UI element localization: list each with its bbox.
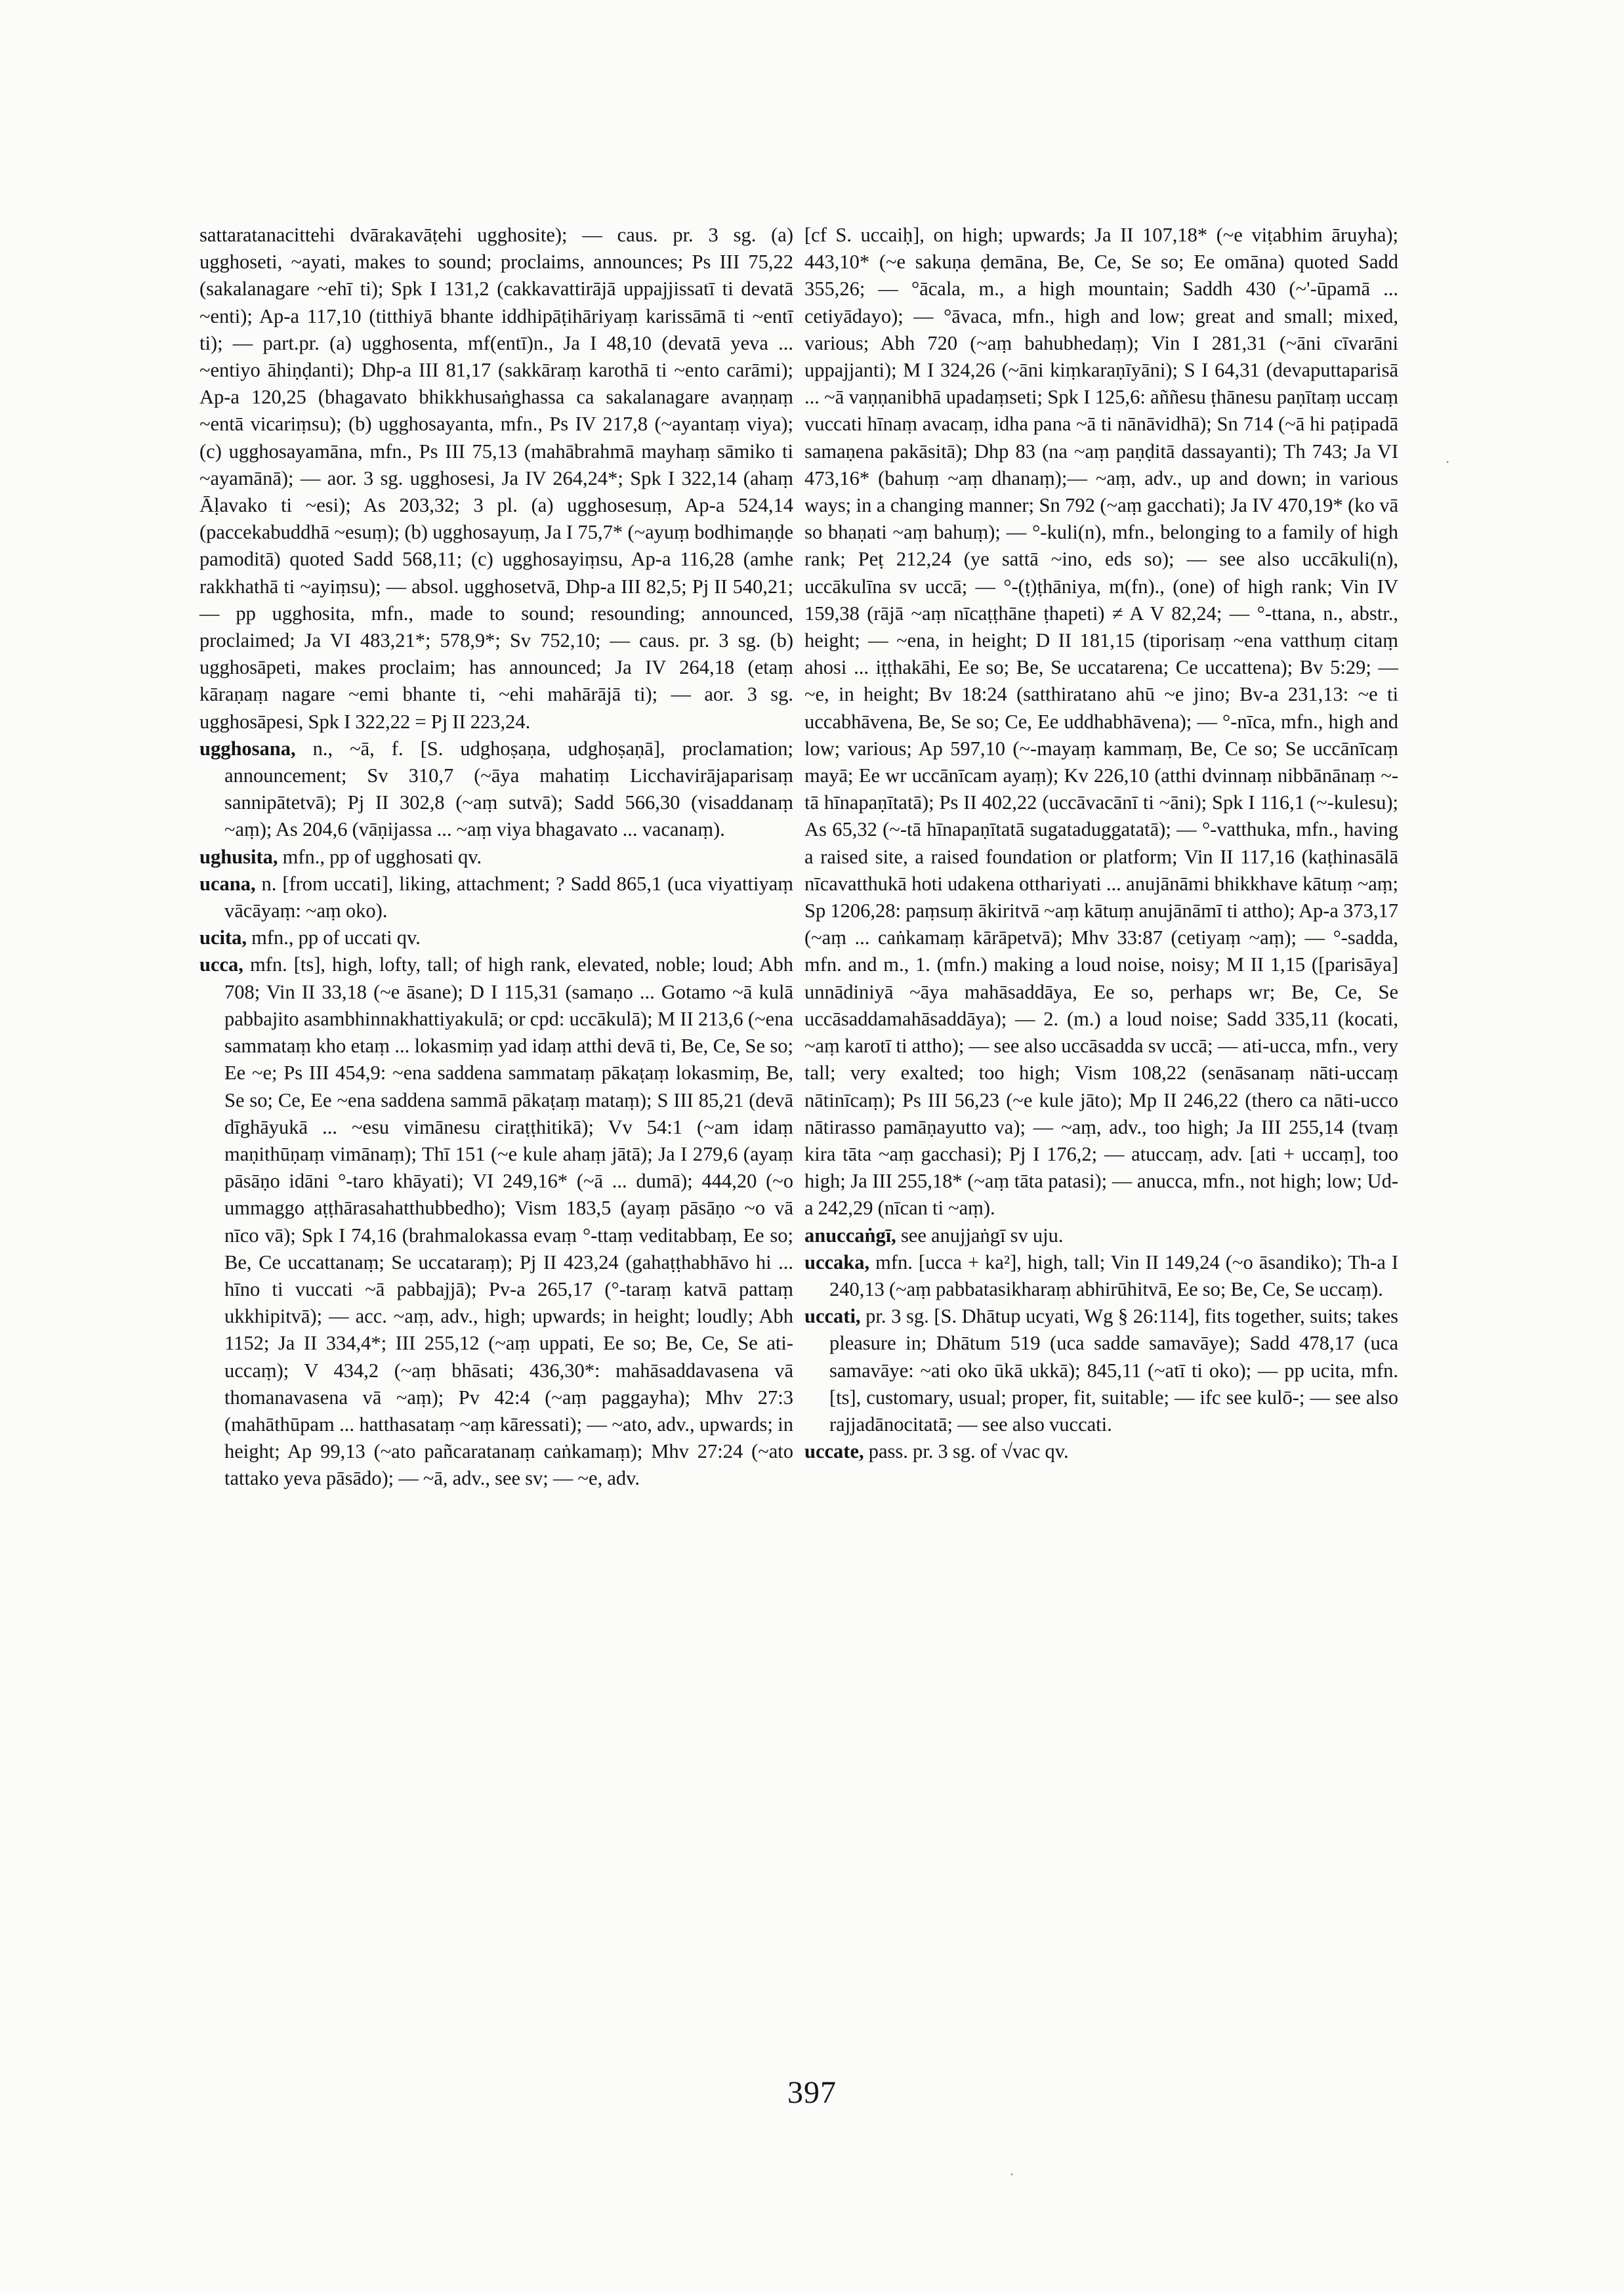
dictionary-entry-anuccangi [804,1222,1398,1249]
dictionary-entry-ugghosana [199,735,793,844]
entry-text: pr. 3 sg. [S. Dhātup ucyati, Wg § 26:114], fits together, suits; takes pleasure in; Dhātum 519 (uca sadde samavāye); Sadd 478,17 (uca samavāye: ~ati oko ūkā ukkā); 845,11 (~atī ti oko); — pp ucita, mfn. [ts], customary, usual; proper, fit, suitable; — ifc see kulō-; — see also rajjadānocitatā; — see also vuccati. [829,1305,1398,1436]
margin-mark: · [1445,454,1450,471]
entry-headword: ucana, [199,872,256,895]
entry-headword: anuccaṅgī, [804,1224,896,1247]
entry-text: mfn. [ts], high, lofty, tall; of high rank, elevated, noble; loud; Abh 708; Vin II 33,18 (~e āsane); D I 115,31 (samaṇo ... Gotamo ~ā kulā pabbajito asambhinnakhattiyakulā; or cpd: uccākulā); M II 213,6 (~ena sammataṃ kho etaṃ ... lokasmiṃ yad idaṃ atthi devā ti, Be, Ce, Se so; Ee ~e; Ps III 454,9: ~ena saddena sammataṃ pākaṭaṃ lokasmiṃ, Be, Se so; Ce, Ee ~ena saddena sammā pākaṭaṃ mataṃ); S III 85,21 (devā dīghāyukā ... ~esu vimānesu ciraṭṭhitikā); Vv 54:1 (~am idaṃ maṇithūṇaṃ vimānaṃ); Thī 151 (~e kule ahaṃ jātā); Ja I 279,6 (ayaṃ pāsāṇo idāni °-taro khāyati); VI 249,16* (~ā ... dumā); 444,20 (~o ummaggo aṭṭhārasahatthubbedho); Vism 183,5 (ayaṃ pāsāṇo ~o vā nīco vā); Spk I 74,16 (brahmalokassa evaṃ °-ttaṃ veditabbaṃ, Ee so; Be, Ce uccattanaṃ; Se uccataraṃ); Pj II 423,24 (gahaṭṭhabhāvo hi ... hīno ti vuccati ~ā pabbajjā); Pv-a 265,17 (°-taraṃ katvā pattaṃ ukkhipitvā); — acc. ~aṃ, adv., high; upwards; in height; loudly; Abh 1152; Ja II 334,4*; III 255,12 (~aṃ uppati, Ee so; Be, Ce, Se ati-uccaṃ); V 434,2 (~aṃ bhāsati; 436,30*: mahāsaddavasena vā thomanavasena vā ~aṃ); Pv 42:4 (~aṃ paggayha); Mhv 27:3 (mahāthūpam ... hatthasataṃ ~aṃ kāressati); — ~ato, adv., upwards; in height; Ap 99,13 (~ato pañcaratanaṃ caṅkamaṃ); Mhv 27:24 (~ato tattako yeva pāsādo); — ~ā, adv., see sv; — ~e, adv. [224,953,793,1490]
dictionary-entry-ucana [199,871,793,924]
entry-text: mfn., pp of ugghosati qv. [282,845,482,868]
dictionary-entry [804,222,1398,1222]
dictionary-entry-uccaka [804,1249,1398,1303]
entry-headword: ucca, [199,953,243,976]
right-column [804,222,1398,1465]
entry-text: mfn. [ucca + ka²], high, tall; Vin II 149,24 (~o āsandiko); Th-a I 240,13 (~aṃ pabbatasikharaṃ abhirūhitvā, Ee so; Be, Ce, Se uccaṃ). [829,1251,1398,1300]
entry-text: [cf S. uccaiḥ], on high; upwards; Ja II 107,18* (~e viṭabhim āruyha); 443,10* (~e sakuṇa ḍemāna, Be, Ce, Se so; Ee omāna) quoted Sadd 355,26; — °ācala, m., a high mountain; Saddh 430 (~'-ūpamā ... cetiyādayo); — °āvaca, mfn., high and low; great and small; mixed, various; Abh 720 (~aṃ bahubhedaṃ); Vin I 281,31 (~āni cīvarāni uppajjanti); M I 324,26 (~āni kiṃkaraṇīyāni); S I 64,31 (devaputtaparisā ... ~ā vaṇṇanibhā upadaṃseti; Spk I 125,6: aññesu ṭhānesu paṇītaṃ uccaṃ vuccati hīnaṃ avacaṃ, idha pana ~ā ti nānāvidhā); Sn 714 (~ā hi paṭipadā samaṇena pakāsitā); Dhp 83 (na ~aṃ paṇḍitā dassayanti); Th 743; Ja VI 473,16* (bahuṃ ~aṃ dhanaṃ);— ~aṃ, adv., up and down; in various ways; in a changing manner; Sn 792 (~aṃ gacchati); Ja IV 470,19* (ko vā so bhaṇati ~aṃ bahuṃ); — °-kuli(n), mfn., belonging to a family of high rank; Peṭ 212,24 (ye sattā ~ino, eds so); — see also uccākuli(n), uccākulīna sv uccā; — °-(ṭ)ṭhāniya, m(fn)., (one) of high rank; Vin IV 159,38 (rājā ~aṃ nīcaṭṭhāne ṭhapeti) ≠ A V 82,24; — °-ttana, n., abstr., height; — ~ena, in height; D II 181,15 (tiporisaṃ ~ena vatthuṃ citaṃ ahosi ... iṭṭhakāhi, Ee so; Be, Se uccatarena; Ce uccattena); Bv 5:29; — ~e, in height; Bv 18:24 (satthiratano ahū ~e jino; Bv-a 231,13: ~e ti uccabhāvena, Be, Se so; Ce, Ee uddhabhāvena); — °-nīca, mfn., high and low; various; Ap 597,10 (~-mayaṃ kammaṃ, Be, Ce so; Se uccānīcaṃ mayā; Ee wr uccānīcam ayaṃ); Kv 226,10 (atthi dvinnaṃ nibbānānaṃ ~-tā hīnapaṇītatā); Ps II 402,22 (uccāvacānī ti ~āni); Spk I 116,1 (~-kulesu); As 65,32 (~-tā hīnapaṇītatā sugataduggatatā); — °-vatthuka, mfn., having a raised site, a raised foundation or platform; Vin II 117,16 (kaṭhinasālā nīcavatthukā hoti udakena otthariyati ... anujānāmi bhikkhave kātuṃ ~aṃ; Sp 1206,28: paṃsuṃ ākiritvā ~aṃ kātuṃ anujānāmī ti attho); Ap-a 373,17 (~aṃ ... caṅkamaṃ kārāpetvā); Mhv 33:87 (cetiyaṃ ~aṃ); — °-sadda, mfn. and m., 1. (mfn.) making a loud noise, noisy; M II 1,15 ([parisāya] unnādiniyā ~āya mahāsaddāya, Ee so, perhaps wr; Be, Ce, Se uccāsaddamahāsaddāya); — 2. (m.) a loud noise; Sadd 335,11 (kocati, ~aṃ karotī ti attho); — see also uccāsadda sv uccā; — ati-ucca, mfn., very tall; very exalted; too high; Vism 108,22 (senāsanaṃ nāti-uccaṃ nātinīcaṃ); Ps III 56,23 (~e kule jāto); Mp II 246,22 (thero ca nāti-ucco nātirasso pamāṇayutto va); — ~aṃ, adv., too high; Ja III 255,14 (tvaṃ kira tāta ~aṃ gacchasi); Pj I 176,2; — atuccaṃ, adv. [ati + uccaṃ], too high; Ja III 255,18* (~aṃ tāta patasi); — anucca, mfn., not high; low; Ud-a 242,29 (nīcan ti ~aṃ). [804,224,1398,1220]
entry-headword: ughusita, [199,845,278,868]
dictionary-entry-uccati [804,1303,1398,1438]
lower-mark: · [1009,2166,1014,2183]
entry-text: n. [from uccati], liking, attachment; ? Sadd 865,1 (uca viyattiyaṃ vācāyaṃ: ~aṃ oko). [224,872,793,922]
entry-text: n., ~ā, f. [S. udghoṣaṇa, udghoṣaṇā], proclamation; announcement; Sv 310,7 (~āya mahatiṃ Licchavirājaparisaṃ sannipātetvā); Pj II 302,8 (~aṃ sutvā); Sadd 566,30 (visaddanaṃ ~aṃ); As 204,6 (vāṇijassa ... ~aṃ viya bhagavato ... vacanaṃ). [224,737,793,841]
entry-text: see anujjaṅgī sv uju. [900,1224,1064,1247]
entry-text: pass. pr. 3 sg. of √vac qv. [868,1440,1069,1463]
entry-text: mfn., pp of uccati qv. [251,926,421,949]
entry-headword: uccati, [804,1305,861,1328]
dictionary-entry-uccate [804,1438,1398,1465]
entry-headword: uccate, [804,1440,864,1463]
entry-headword: ucita, [199,926,247,949]
page-number: 397 [787,2075,837,2110]
entry-headword: ugghosana, [199,737,296,760]
dictionary-entry-ucita [199,924,793,951]
dictionary-entry-ughusita [199,844,793,871]
dictionary-entry-ucca [199,951,793,1492]
entry-text: sattaratanacittehi dvārakavāṭehi ugghosite); — caus. pr. 3 sg. (a) ugghoseti, ~ayati, makes to sound; proclaims, announces; Ps III 75,22 (sakalanagare ~ehī ti); Spk I 131,2 (cakkavattirājā uppajjissatī ti devatā ~enti); Ap-a 117,10 (titthiyā bhante iddhipāṭihāriyaṃ karissāmā ti ~entī ti); — part.pr. (a) ugghosenta, mf(entī)n., Ja I 48,10 (devatā yeva ... ~entiyo āhiṇḍanti); Dhp-a III 81,17 (sakkāraṃ karothā ti ~ento carāmi); Ap-a 120,25 (bhagavato bhikkhusaṅghassa ca sakalanagare avaṇṇaṃ ~entā vicariṃsu); (b) ugghosayanta, mfn., Ps IV 217,8 (~ayantaṃ viya); (c) ugghosayamāna, mfn., Ps III 75,13 (mahābrahmā mayhaṃ sāmiko ti ~ayamānā); — aor. 3 sg. ugghosesi, Ja IV 264,24*; Spk I 322,14 (ahaṃ Āḷavako ti ~esi); As 203,32; 3 pl. (a) ugghosesuṃ, Ap-a 524,14 (paccekabuddhā ~esuṃ); (b) ugghosayuṃ, Ja I 75,7* (~ayuṃ bodhimaṇḍe pamoditā) quoted Sadd 568,11; (c) ugghosayiṃsu, Ap-a 116,28 (amhe rakkhathā ti ~ayiṃsu); — absol. ugghosetvā, Dhp-a III 82,5; Pj II 540,21; — pp ugghosita, mfn., made to sound; resounding; announced, proclaimed; Ja VI 483,21*; 578,9*; Sv 752,10; — caus. pr. 3 sg. (b) ugghosāpeti, makes proclaim; has announced; Ja IV 264,18 (etaṃ kāraṇaṃ nagare ~emi bhante ti, ~ehi mahārājā ti); — aor. 3 sg. ugghosāpesi, Spk I 322,22 = Pj II 223,24. [199,224,793,733]
dictionary-entry [199,222,793,735]
left-column [199,222,793,1493]
entry-headword: uccaka, [804,1251,870,1273]
